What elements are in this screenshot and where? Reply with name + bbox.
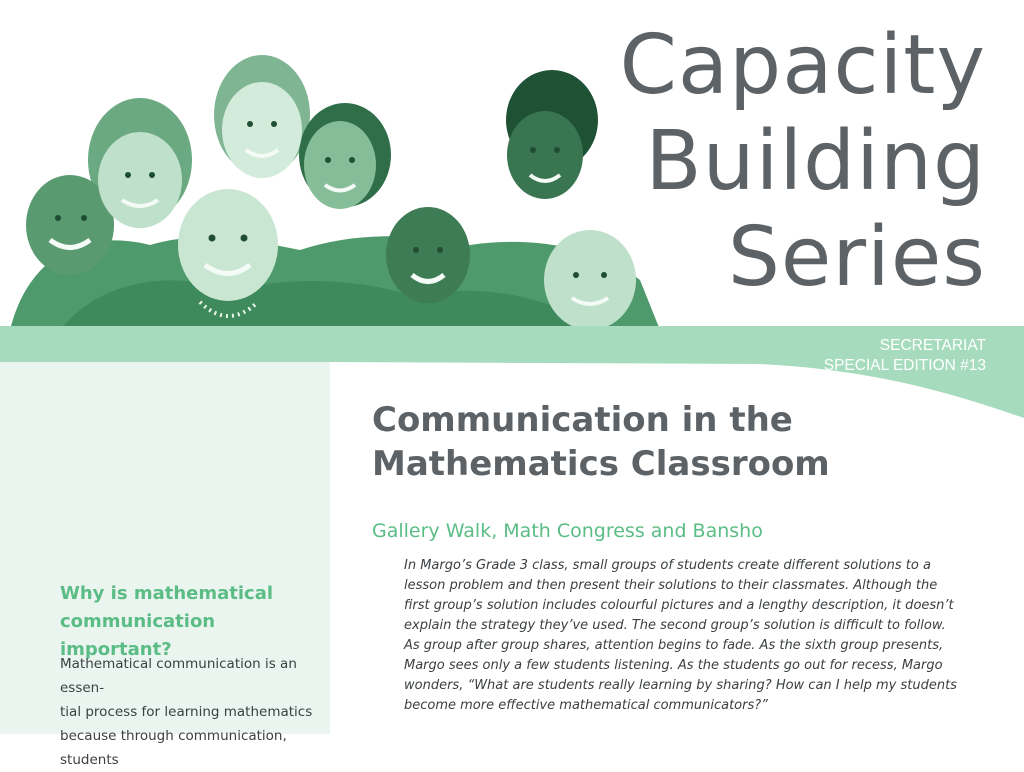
- intro-line: explain the strategy they’ve used. The second group’s solution is difficult to follow.: [404, 618, 946, 633]
- series-title: [620, 18, 986, 306]
- intro-line: As group after group shares, attention begins to fade. As the sixth group presents,: [404, 638, 944, 653]
- intro-line: In Margo’s Grade 3 class, small groups of students create different solutions to a: [404, 558, 931, 573]
- children-group-photo: [0, 40, 665, 330]
- secretariat-line: SECRETARIAT: [879, 337, 986, 354]
- series-title-line-1: Capacity: [619, 18, 986, 113]
- sidebar-heading-line-2: communication important?: [60, 611, 216, 660]
- sidebar-body-line: Mathematical communication is an essen-: [60, 656, 297, 696]
- edition-line: SPECIAL EDITION #13: [823, 357, 986, 374]
- page-title-line-1: Communication in the: [372, 400, 793, 440]
- sidebar-body: [60, 652, 315, 772]
- hero-section: [0, 0, 1024, 330]
- sidebar-body-line: because through communication, students: [60, 728, 287, 768]
- section-subtitle: Gallery Walk, Math Congress and Bansho: [372, 520, 763, 542]
- series-title-line-2: Building: [645, 114, 986, 209]
- intro-line: become more effective mathematical communicators?”: [404, 698, 768, 713]
- intro-line: lesson problem and then present their solutions to their classmates. Although the: [404, 578, 938, 593]
- sidebar-heading-line-1: Why is mathematical: [60, 583, 274, 604]
- page-title-line-2: Mathematics Classroom: [372, 444, 830, 484]
- intro-line: wonders, “What are students really learning by sharing? How can I help my students: [404, 678, 957, 693]
- page-title: [372, 398, 992, 486]
- sidebar-body-line: tial process for learning mathematics: [60, 704, 313, 720]
- intro-paragraph: [404, 556, 1000, 716]
- intro-line: first group’s solution includes colourful pictures and a lengthy description, it doesn’t: [404, 598, 954, 613]
- secretariat-label: [824, 336, 986, 376]
- series-title-line-3: Series: [727, 210, 986, 305]
- intro-line: Margo sees only a few students listening. As the students go out for recess, Margo: [404, 658, 943, 673]
